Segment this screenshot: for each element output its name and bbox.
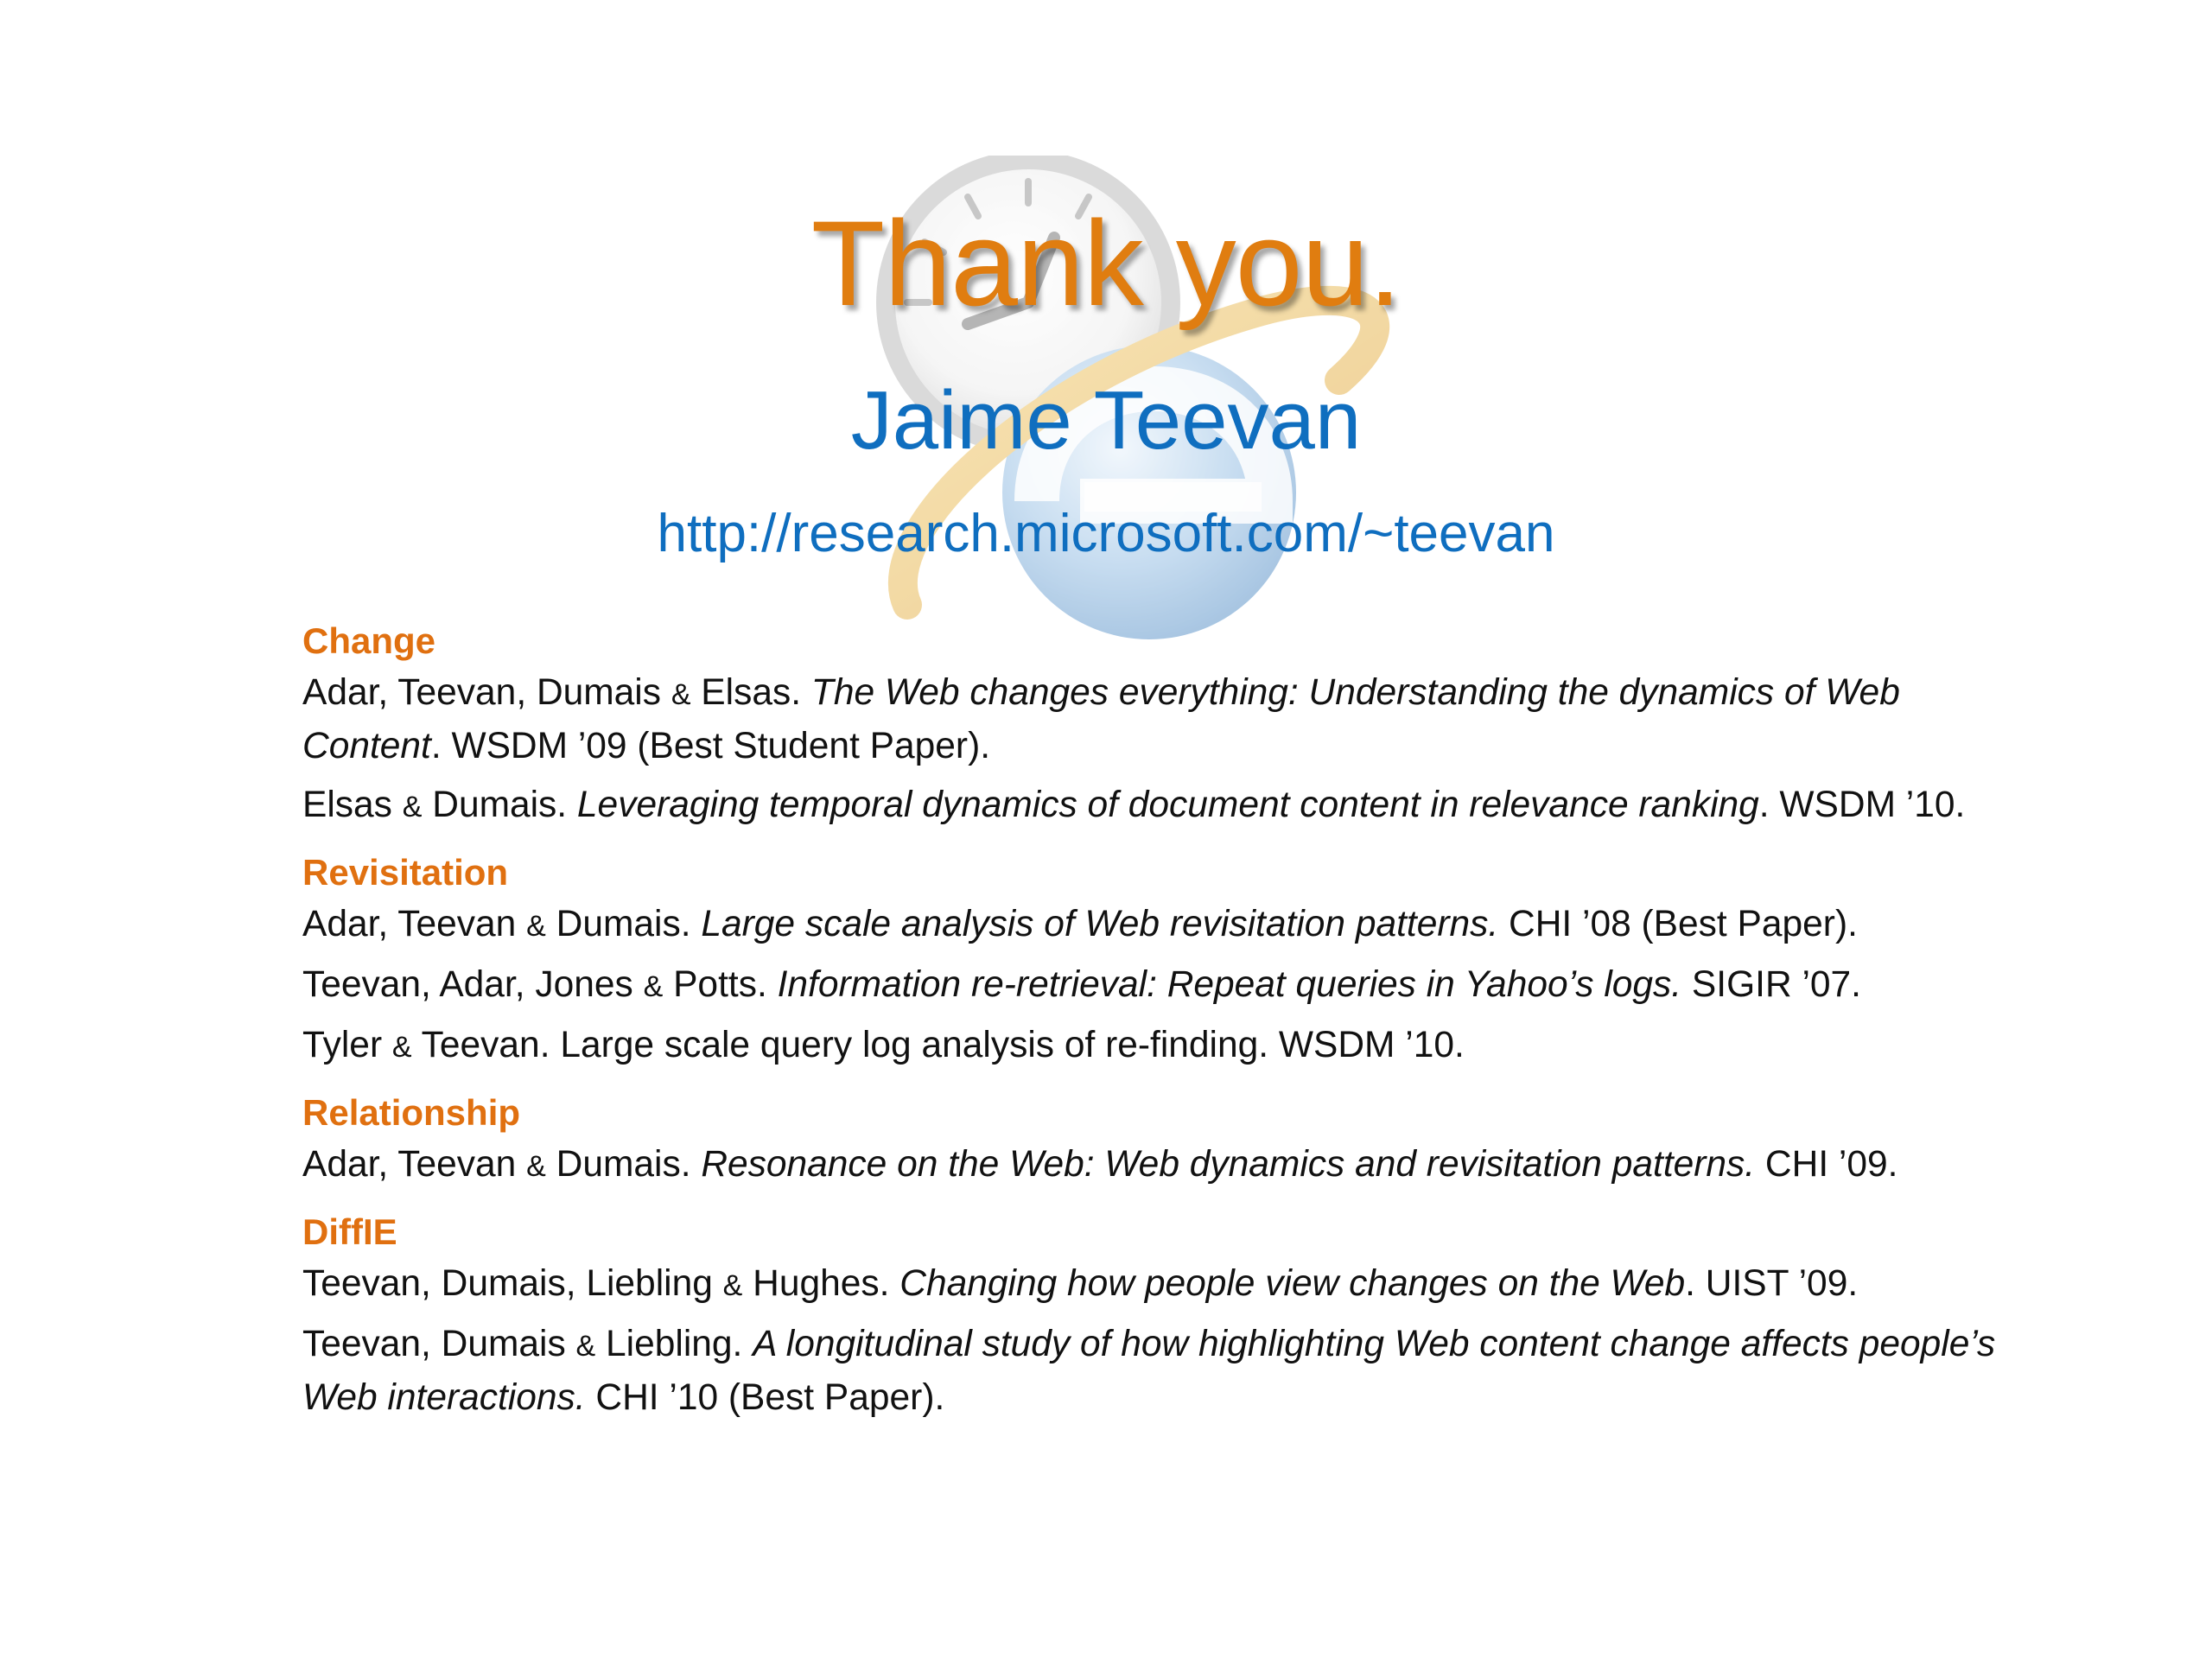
presenter-url-link[interactable]: http://research.microsoft.com/~teevan [657,504,1555,563]
presenter-name: Jaime Teevan [850,374,1362,467]
ref-authors-tail: Potts. [663,964,778,1005]
ref-ampersand: & [643,970,664,1003]
ref-authors: Adar, Teevan [302,1144,517,1185]
ref-venue: SIGIR ’07. [1681,964,1861,1005]
ref-authors: Adar, Teevan [302,904,517,944]
slide-title: Thank you. [810,195,1402,331]
ref-authors-tail: Hughes. [742,1263,900,1304]
ref-authors-tail: Dumais. [545,904,702,944]
ref-title: Large scale analysis of Web revisitation patterns. [701,904,1499,944]
section-heading: Change [302,620,436,661]
section-heading: Revisitation [302,852,509,893]
section-heading: Relationship [302,1092,521,1133]
reference-item [302,959,2022,1013]
ref-authors-tail: Liebling. [595,1324,753,1364]
section-heading: DiffIE [302,1211,397,1252]
ref-ampersand: & [391,1031,412,1064]
ref-authors: Adar, Teevan, Dumais [302,672,661,713]
ref-ampersand: & [722,1269,743,1302]
ref-venue: Large scale query log analysis of re-finding. WSDM ’10. [560,1025,1465,1065]
ref-authors: Teevan, Dumais, Liebling [302,1263,713,1304]
reference-item [302,779,2022,833]
ref-authors-tail: Dumais. [422,785,577,825]
ref-ampersand: & [526,910,546,943]
ref-title: The Web changes everything: Understanding the dynamics of Web Content [302,672,1900,766]
references-list [302,615,2022,1438]
reference-item [302,1139,2022,1192]
ref-authors-tail: Teevan. [411,1025,561,1065]
ref-title: Information re-retrieval: Repeat queries in Yahoo’s logs. [777,964,1682,1005]
reference-item [302,1319,2022,1424]
ref-title: Resonance on the Web: Web dynamics and revisitation patterns. [701,1144,1756,1185]
section-relationship [302,1087,2022,1192]
ref-authors: Teevan, Dumais [302,1324,566,1364]
ref-ampersand: & [575,1330,596,1363]
ref-ampersand: & [671,678,691,711]
reference-item [302,899,2022,952]
ref-authors-tail: Dumais. [545,1144,702,1185]
reference-item [302,667,2022,772]
ref-ampersand: & [526,1150,546,1183]
ref-authors: Teevan, Adar, Jones [302,964,633,1005]
ref-venue: CHI ’08 (Best Paper). [1498,904,1858,944]
ref-title: Leveraging temporal dynamics of document content in relevance ranking [576,785,1759,825]
ref-venue: . UIST ’09. [1685,1263,1859,1304]
ref-ampersand: & [402,791,423,823]
reference-item [302,1258,2022,1312]
ref-venue: CHI ’10 (Best Paper). [585,1377,945,1418]
ref-title: Changing how people view changes on the Web [899,1263,1686,1304]
section-change [302,615,2022,833]
ref-authors: Tyler [302,1025,383,1065]
ref-venue: . WSDM ’10. [1758,785,1966,825]
section-revisitation [302,847,2022,1073]
reference-item [302,1020,2022,1073]
ref-venue: . WSDM ’09 (Best Student Paper). [430,726,991,766]
ref-title: A longitudinal study of how highlighting Web content change affects people’s Web interactions. [302,1324,1996,1418]
ref-authors: Elsas [302,785,392,825]
section-diffie [302,1206,2022,1424]
ref-authors-tail: Elsas. [690,672,811,713]
ref-venue: CHI ’09. [1755,1144,1898,1185]
